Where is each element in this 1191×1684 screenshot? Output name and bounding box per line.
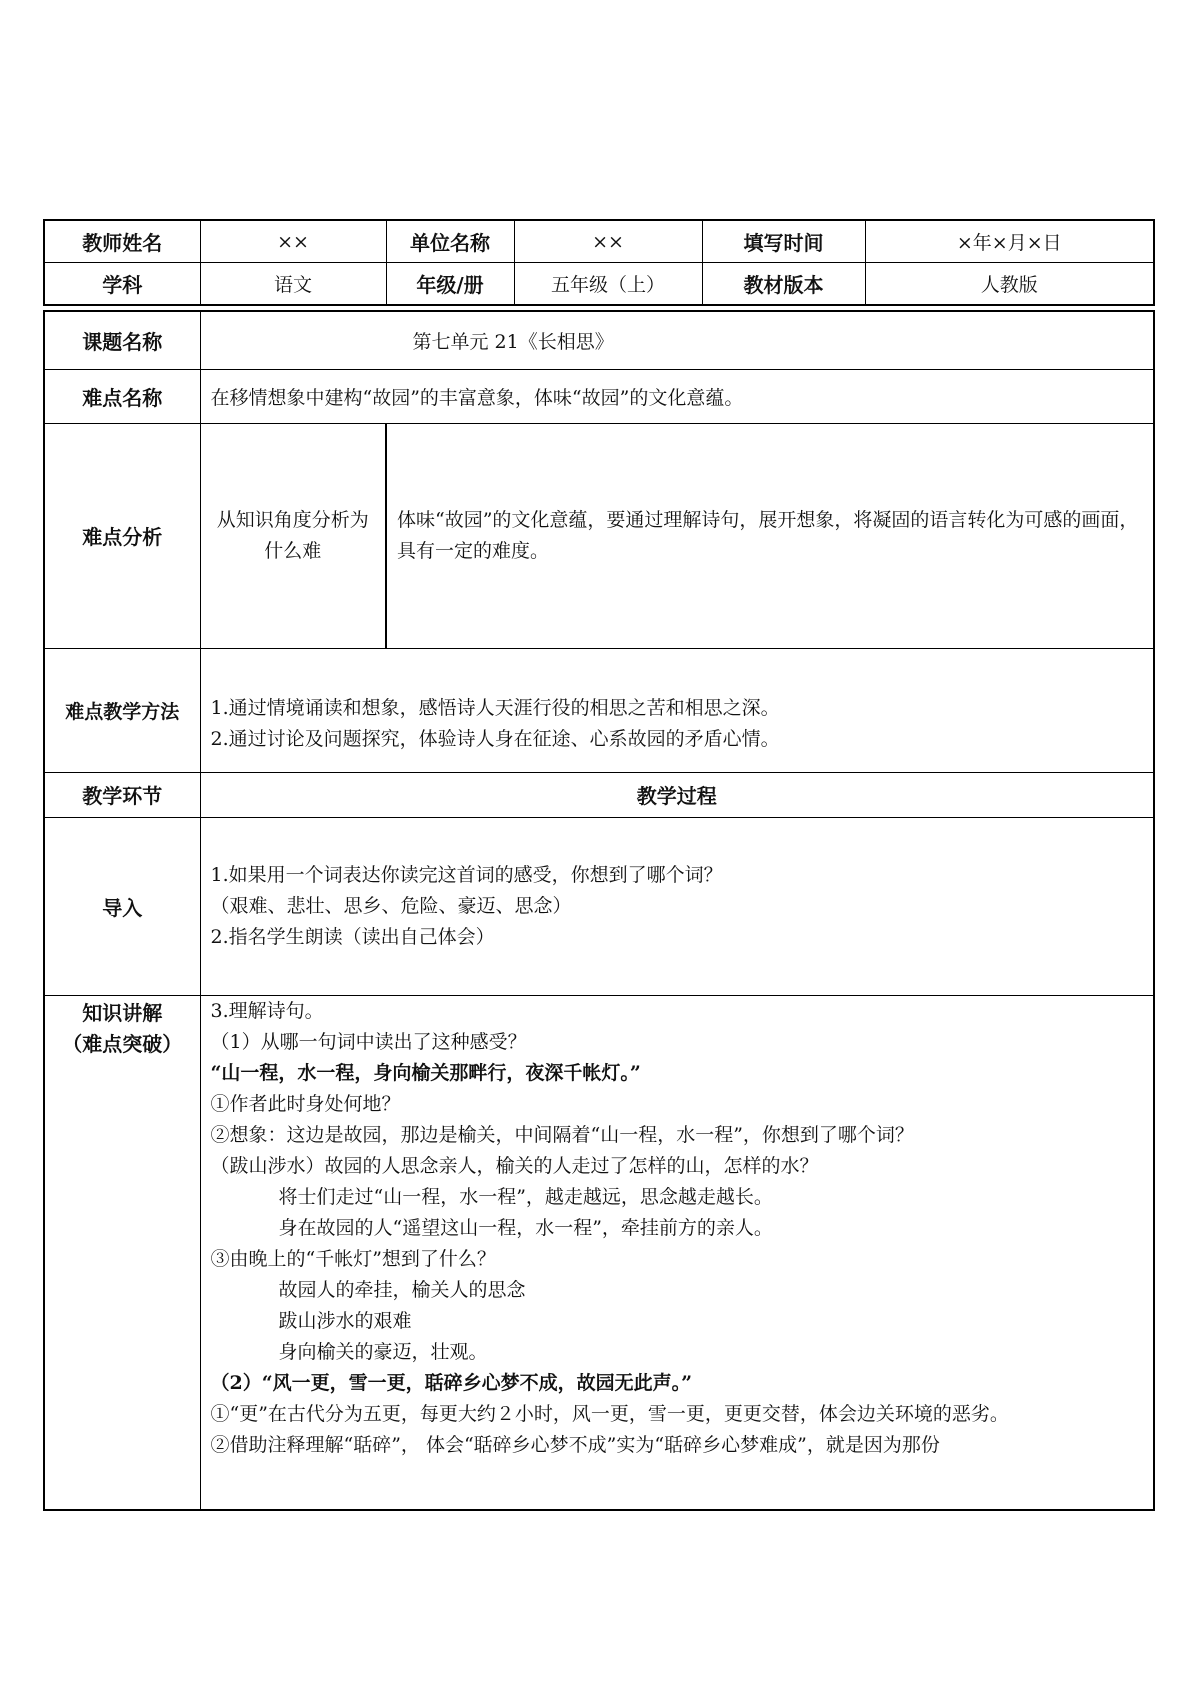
- process-label: 教学过程: [200, 772, 1153, 817]
- process-header-row: [45, 772, 1153, 817]
- subject-label: 学科: [45, 263, 200, 305]
- knowledge-line: 身向榆关的豪迈，壮观。: [278, 1340, 488, 1363]
- difficulty-value: 在移情想象中建构“故园”的丰富意象，体味“故园”的文化意蕴。: [200, 369, 1153, 423]
- knowledge-line: 身在故园的人“遥望这山一程，水一程”，牵挂前方的亲人。: [278, 1216, 773, 1239]
- knowledge-quote: （2）“风一更，雪一更，聒碎乡心梦不成，故园无此声。”: [210, 1371, 693, 1394]
- analysis-sublabel: 从知识角度分析为什么难: [200, 423, 386, 648]
- topic-row: [45, 312, 1153, 369]
- header-table: [43, 219, 1155, 306]
- unit-value: ××: [514, 221, 702, 263]
- knowledge-line: ①“更”在古代分为五更，每更大约２小时，风一更，雪一更，更更交替，体会边关环境的恶劣。: [210, 1402, 1009, 1425]
- knowledge-line: 故园人的牵挂，榆关人的思念: [278, 1278, 526, 1301]
- method-line: 1.通过情境诵读和想象，感悟诗人天涯行役的相思之苦和相思之深。: [210, 697, 780, 719]
- knowledge-line: ②借助注释理解“聒碎”， 体会“聒碎乡心梦不成”实为“聒碎乡心梦难成”，就是因为那份: [210, 1433, 940, 1456]
- time-value: ×年×月×日: [865, 221, 1153, 263]
- knowledge-line: ③由晚上的“千帐灯”想到了什么？: [210, 1247, 496, 1270]
- grade-label: 年级/册: [386, 263, 514, 305]
- unit-label: 单位名称: [386, 221, 514, 263]
- knowledge-line: 将士们走过“山一程，水一程”，越走越远，思念越走越长。: [278, 1185, 773, 1208]
- difficulty-row: [45, 369, 1153, 423]
- analysis-label: 难点分析: [45, 423, 200, 648]
- subject-value: 语文: [200, 263, 386, 305]
- knowledge-line: （跋山涉水）故园的人思念亲人，榆关的人走过了怎样的山，怎样的水？: [210, 1154, 819, 1177]
- knowledge-content: [200, 995, 1153, 1509]
- intro-label: 导入: [45, 817, 200, 995]
- edition-label: 教材版本: [702, 263, 865, 305]
- method-label: 难点教学方法: [45, 648, 200, 772]
- method-content: [200, 648, 1153, 772]
- knowledge-label: [45, 995, 200, 1509]
- main-table: [43, 310, 1155, 1511]
- teacher-value: ××: [200, 221, 386, 263]
- intro-line: 1.如果用一个词表达你读完这首词的感受，你想到了哪个词？: [210, 863, 723, 886]
- analysis-value: 体味“故园”的文化意蕴，要通过理解诗句，展开想象，将凝固的语言转化为可感的画面，具有一定的难度。: [386, 423, 1153, 648]
- knowledge-label-line2: （难点突破）: [62, 1031, 183, 1056]
- knowledge-line: 3.理解诗句。: [210, 999, 324, 1022]
- analysis-row: [45, 423, 1153, 648]
- method-line: 2.通过讨论及问题探究，体验诗人身在征途、心系故园的矛盾心情。: [210, 728, 780, 750]
- method-row: [45, 648, 1153, 772]
- stage-label: 教学环节: [45, 772, 200, 817]
- knowledge-quote: “山一程，水一程，身向榆关那畔行，夜深千帐灯。”: [210, 1061, 641, 1084]
- topic-label: 课题名称: [45, 312, 200, 369]
- intro-content: [200, 817, 1153, 995]
- intro-line: 2.指名学生朗读（读出自己体会）: [210, 925, 495, 948]
- knowledge-line: ①作者此时身处何地？: [210, 1092, 401, 1115]
- knowledge-line: ②想象：这边是故园，那边是榆关，中间隔着“山一程，水一程”，你想到了哪个词？: [210, 1123, 914, 1146]
- topic-value: 第七单元 21《长相思》: [200, 312, 1153, 369]
- knowledge-label-line1: 知识讲解: [82, 1000, 163, 1025]
- difficulty-label: 难点名称: [45, 369, 200, 423]
- intro-line: （艰难、悲壮、思乡、危险、豪迈、思念）: [210, 894, 572, 917]
- knowledge-row: [45, 995, 1153, 1509]
- time-label: 填写时间: [702, 221, 865, 263]
- teacher-label: 教师姓名: [45, 221, 200, 263]
- grade-value: 五年级（上）: [514, 263, 702, 305]
- knowledge-line: （1）从哪一句词中读出了这种感受？: [210, 1030, 527, 1053]
- intro-row: [45, 817, 1153, 995]
- edition-value: 人教版: [865, 263, 1153, 305]
- knowledge-line: 跋山涉水的艰难: [278, 1309, 412, 1332]
